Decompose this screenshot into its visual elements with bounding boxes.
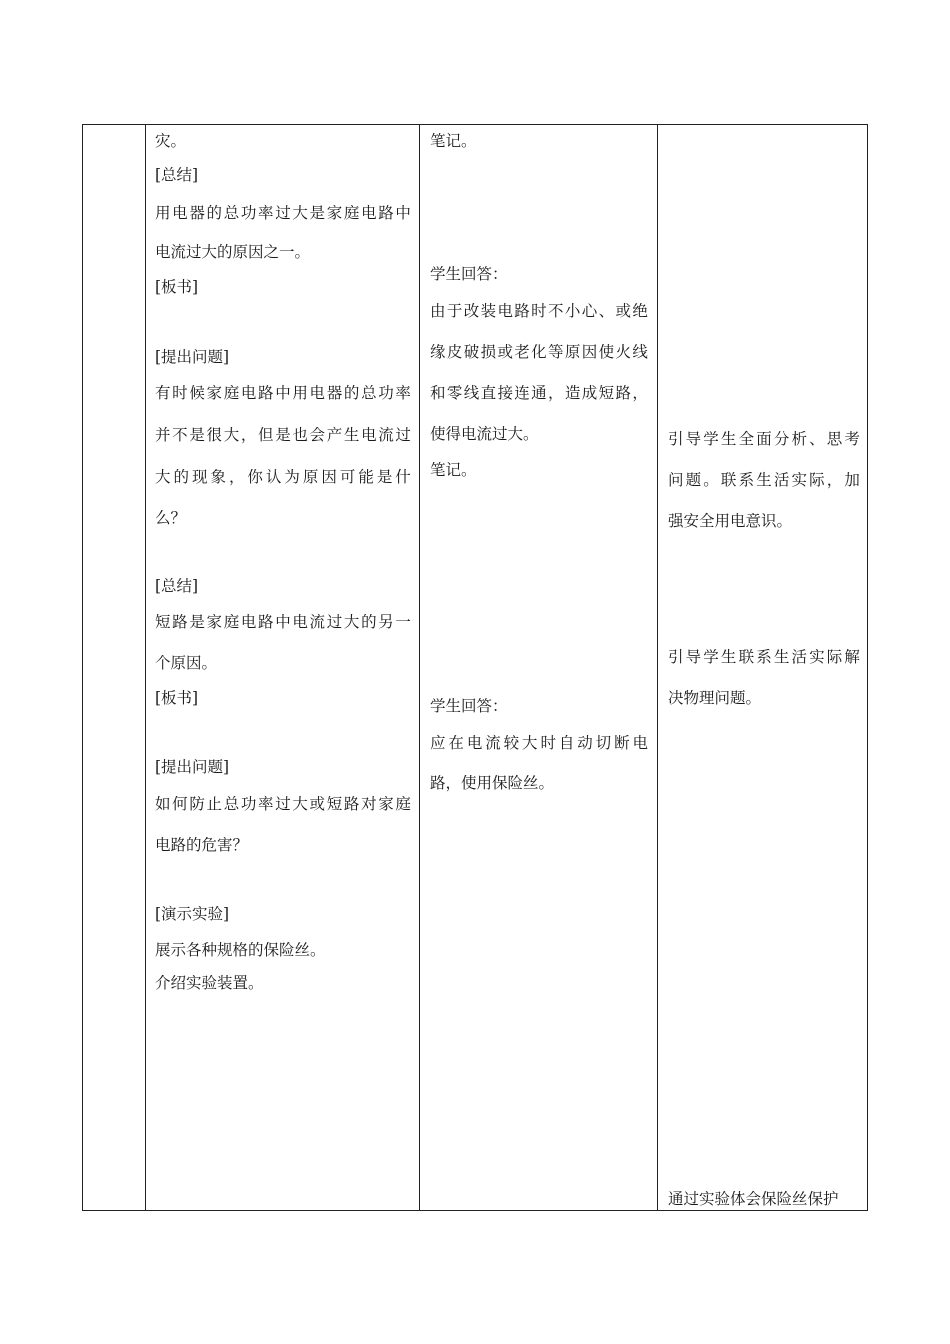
text-line: 笔记。 xyxy=(430,132,477,150)
text-line: 灾。 xyxy=(155,132,187,150)
text-line: 决物理问题。 xyxy=(668,689,762,707)
student-activity-column xyxy=(430,125,648,1210)
text-line: 展示各种规格的保险丝。 xyxy=(155,941,326,959)
text-line: 短 路 是 家 庭 电 路 中 电 流 过 大 的 另 一 xyxy=(155,613,411,631)
text-line: 么？ xyxy=(155,509,187,527)
text-line: 缘 皮 破 损 或 老 化 等 原 因 使 火 线 xyxy=(430,343,648,361)
text-line: 和 零 线 直 接 连 通 ， 造 成 短 路 ， xyxy=(430,384,648,402)
text-line: 强安全用电意识。 xyxy=(668,512,793,530)
text-line: 笔记。 xyxy=(430,461,477,479)
text-line: 如 何 防 止 总 功 率 过 大 或 短 路 对 家 庭 xyxy=(155,795,411,813)
text-line: 电路的危害？ xyxy=(155,836,249,854)
teacher-activity-column xyxy=(155,125,411,1210)
column-divider xyxy=(145,125,146,1210)
column-divider xyxy=(657,125,658,1210)
text-line: 路，使用保险丝。 xyxy=(430,774,555,792)
text-line: 由 于 改 装 电 路 时 不 小 心 、 或 绝 xyxy=(430,302,648,320)
text-line: 个原因。 xyxy=(155,654,218,672)
text-line: 引 导 学 生 联 系 生 活 实 际 解 xyxy=(668,648,860,666)
text-line: 问 题 。 联 系 生 活 实 际 ， 加 xyxy=(668,471,860,489)
text-line: 大 的 现 象 ， 你 认 为 原 因 可 能 是 什 xyxy=(155,468,411,486)
text-line: [总结] xyxy=(155,577,199,595)
text-line: 学生回答： xyxy=(430,697,508,715)
stage-column xyxy=(83,125,145,1210)
text-line: 并 不 是 很 大 ， 但 是 也 会 产 生 电 流 过 xyxy=(155,426,411,444)
text-line: 应 在 电 流 较 大 时 自 动 切 断 电 xyxy=(430,734,648,752)
text-line: 使得电流过大。 xyxy=(430,425,539,443)
text-line: [演示实验] xyxy=(155,905,230,923)
text-line: [提出问题] xyxy=(155,348,230,366)
text-line: 学生回答： xyxy=(430,265,508,283)
text-line: 电流过大的原因之一。 xyxy=(155,243,311,261)
text-line: 引 导 学 生 全 面 分 析 、 思 考 xyxy=(668,430,860,448)
column-divider xyxy=(419,125,420,1210)
text-line: [板书] xyxy=(155,278,199,296)
text-line: [板书] xyxy=(155,689,199,707)
lesson-table xyxy=(82,124,868,1211)
text-line: [总结] xyxy=(155,166,199,184)
text-line: [提出问题] xyxy=(155,758,230,776)
text-line: 介绍实验装置。 xyxy=(155,974,264,992)
text-line: 通过实验体会保险丝保护 xyxy=(668,1190,839,1208)
text-line: 用 电 器 的 总 功 率 过 大 是 家 庭 电 路 中 xyxy=(155,204,411,222)
design-intent-column xyxy=(668,125,860,1210)
text-line: 有 时 候 家 庭 电 路 中 用 电 器 的 总 功 率 xyxy=(155,384,411,402)
